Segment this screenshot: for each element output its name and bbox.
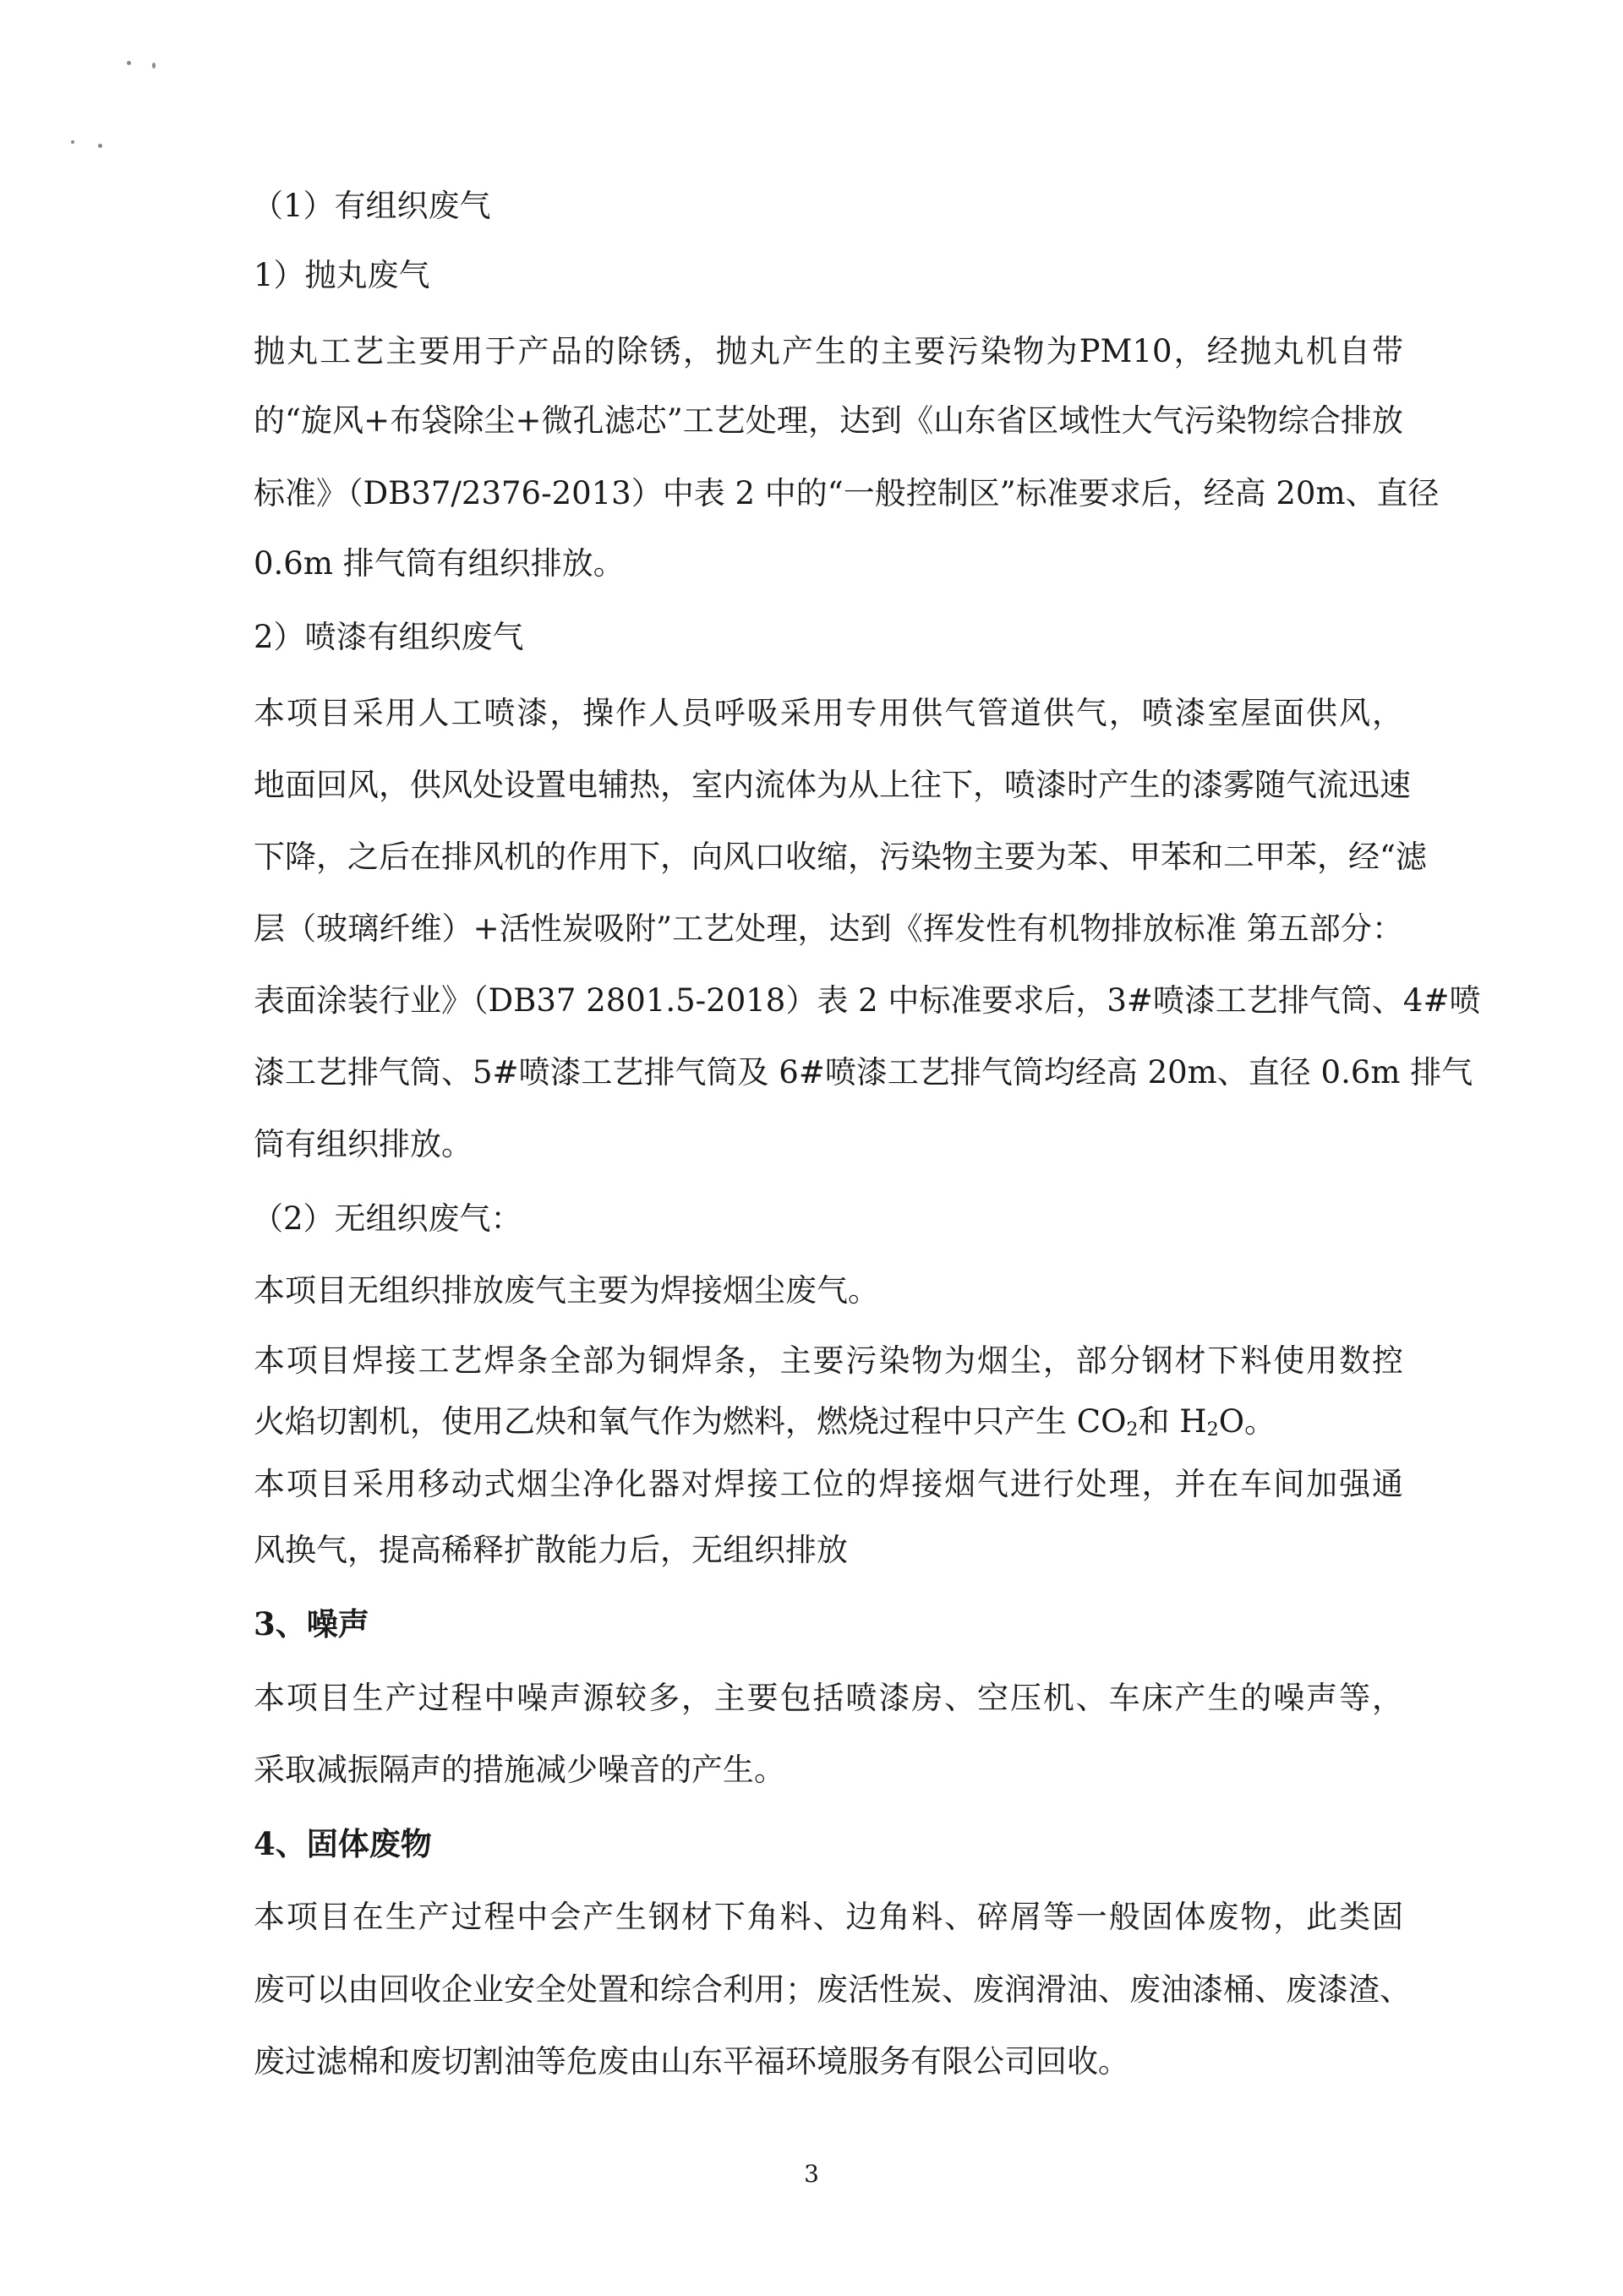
paragraph-line: 废可以由回收企业安全处置和综合利用；废活性炭、废润滑油、废油漆桶、废漆渣、 <box>254 1971 1411 2008</box>
paragraph-line: 本项目采用人工喷漆，操作人员呼吸采用专用供气管道供气，喷漆室屋面供风， <box>254 695 1403 731</box>
scan-speck <box>71 140 74 144</box>
scan-speck <box>127 61 131 65</box>
paragraph-line: 漆工艺排气筒、5#喷漆工艺排气筒及 6#喷漆工艺排气筒均经高 20m、直径 0.6m 排气 <box>254 1054 1473 1091</box>
paragraph-line: 本项目生产过程中噪声源较多，主要包括喷漆房、空压机、车床产生的噪声等， <box>254 1680 1403 1716</box>
subscript: 2 <box>1206 1419 1219 1440</box>
scan-speck <box>152 63 156 68</box>
subheading-shot-blasting: 1）抛丸废气 <box>254 257 430 293</box>
section-heading-noise: 3、噪声 <box>254 1605 369 1643</box>
paragraph-line: 废过滤棉和废切割油等危废由山东平福环境服务有限公司回收。 <box>254 2043 1129 2080</box>
text-segment: 和 H <box>1138 1403 1207 1440</box>
paragraph-line: 本项目焊接工艺焊条全部为铜焊条，主要污染物为烟尘，部分钢材下料使用数控 <box>254 1342 1403 1379</box>
paragraph-line: 筒有组织排放。 <box>254 1126 473 1162</box>
subscript: 2 <box>1126 1419 1139 1440</box>
page-number: 3 <box>804 2160 819 2188</box>
paragraph-line <box>254 1402 1403 1450</box>
subheading-spray-paint: 2）喷漆有组织废气 <box>254 619 524 655</box>
paragraph-line: 本项目无组织排放废气主要为焊接烟尘废气。 <box>254 1272 879 1309</box>
scan-speck <box>98 144 102 148</box>
paragraph-line: 下降，之后在排风机的作用下，向风口收缩，污染物主要为苯、甲苯和二甲苯，经“滤 <box>254 839 1427 875</box>
paragraph-line: 采取减振隔声的措施减少噪音的产生。 <box>254 1752 785 1788</box>
text-segment: 火焰切割机，使用乙炔和氧气作为燃料，燃烧过程中只产生 CO <box>254 1403 1127 1440</box>
text-segment: O。 <box>1218 1403 1276 1440</box>
section-heading-solid-waste: 4、固体废物 <box>254 1825 432 1862</box>
paragraph-line: 风换气，提高稀释扩散能力后，无组织排放 <box>254 1532 848 1568</box>
paragraph-line: 本项目采用移动式烟尘净化器对焊接工位的焊接烟气进行处理，并在车间加强通 <box>254 1466 1403 1502</box>
paragraph-line: 标准》（DB37/2376-2013）中表 2 中的“一般控制区”标准要求后，经高 20m、直径 <box>254 475 1440 511</box>
subheading-organized-gas: （1）有组织废气 <box>252 188 491 224</box>
paragraph-line: 抛丸工艺主要用于产品的除锈，抛丸产生的主要污染物为PM10，经抛丸机自带 <box>254 333 1403 369</box>
paragraph-line: 层（玻璃纤维）+活性炭吸附”工艺处理，达到《挥发性有机物排放标准 第五部分： <box>254 910 1403 947</box>
paragraph-line: 0.6m 排气筒有组织排放。 <box>254 545 625 582</box>
paragraph-line: 地面回风，供风处设置电辅热，室内流体为从上往下，喷漆时产生的漆雾随气流迅速 <box>254 767 1411 803</box>
paragraph-line: 本项目在生产过程中会产生钢材下角料、边角料、碎屑等一般固体废物，此类固 <box>254 1899 1403 1935</box>
paragraph-line: 的“旋风+布袋除尘+微孔滤芯”工艺处理，达到《山东省区域性大气污染物综合排放 <box>254 402 1403 439</box>
subheading-fugitive-gas: （2）无组织废气： <box>252 1200 522 1237</box>
paragraph-line: 表面涂装行业》（DB37 2801.5-2018）表 2 中标准要求后，3#喷漆工艺排气筒、4#喷 <box>254 982 1481 1019</box>
